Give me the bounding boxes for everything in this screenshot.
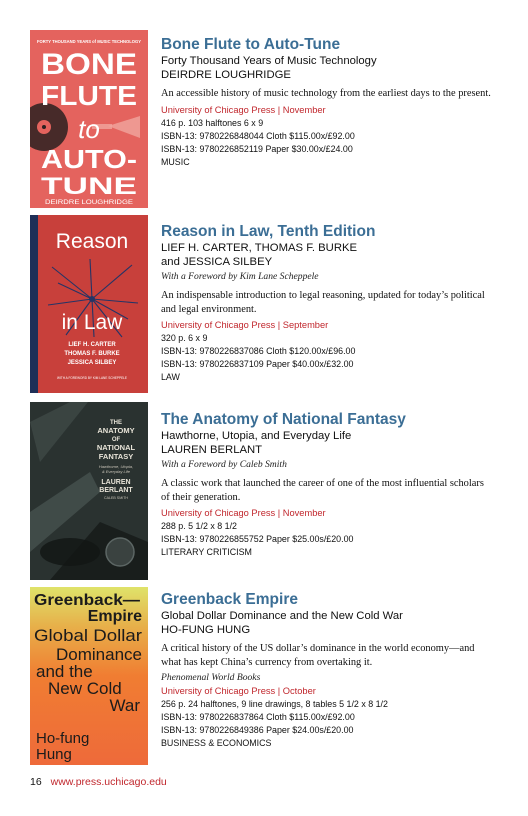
cover-tagline: FORTY THOUSAND YEARS of MUSIC TECHNOLOGY [37,39,141,44]
book-author: DEIRDRE LOUGHRIDGE [161,69,291,81]
book-isbn: ISBN-13: 9780226852119 Paper $30.00x/£24.00 [161,143,353,154]
book-title: Greenback Empire [161,591,298,608]
book-category: BUSINESS & ECONOMICS [161,738,272,749]
cover-title-line3: to [78,114,100,144]
cover-title-of: OF [111,437,121,443]
cover-author-3: JESSICA SILBEY [67,360,117,366]
cover-title-line1: Greenback— [34,592,140,609]
cover-title-fantasy: FANTASY [98,452,134,461]
cover-subtitle-1: Hawthorne, Utopia, [98,464,134,469]
book-isbn: ISBN-13: 9780226837109 Paper $40.00x/£32.00 [161,359,354,370]
cover-title-line2: in Law [61,311,123,334]
book-isbn: ISBN-13: 9780226855752 Paper $25.00s/£20.00 [161,534,354,545]
cover-author-1: LAUREN [101,479,131,486]
book-subtitle: Global Dollar Dominance and the New Cold War [161,610,403,622]
book-category: LITERARY CRITICISM [161,547,252,558]
cover-title-line7: War [109,696,140,715]
cover-author-1: Ho-fung [36,730,90,747]
book-isbn: ISBN-13: 9780226837086 Cloth $120.00x/£96.00 [161,346,356,357]
book-entry-greenback-empire [30,587,500,767]
cover-title-anatomy: ANATOMY [97,426,135,435]
cover-title-line5: and the [36,662,93,681]
book-description: A classic work that launched the career of one of the most influential scholars of their generation. [161,478,484,503]
book-info [161,411,491,559]
publisher-line: University of Chicago Press | September [161,320,329,331]
book-info [161,223,491,384]
book-series: Phenomenal World Books [161,672,261,684]
cover-title-line2: Empire [87,608,142,625]
page-number: 16 [30,776,42,788]
cover-author-2: THOMAS F. BURKE [64,351,120,357]
book-info [161,36,491,169]
book-category: MUSIC [161,156,190,167]
book-cover [30,30,148,208]
cover-author-1: LIEF H. CARTER [68,342,116,348]
book-spec: 320 p. 6 x 9 [161,333,208,344]
publisher-line: University of Chicago Press | October [161,686,316,697]
cover-foreword: CALEB SMITH [104,496,128,500]
book-title: Bone Flute to Auto-Tune [161,36,341,53]
website-link[interactable]: www.press.uchicago.edu [50,776,167,788]
book-foreword: With a Foreword by Caleb Smith [161,459,287,470]
book-spec: 288 p. 5 1/2 x 8 1/2 [161,521,237,532]
book-isbn: ISBN-13: 9780226848044 Cloth $115.00x/£92.00 [161,130,355,141]
book-cover [30,215,148,393]
book-isbn: ISBN-13: 9780226849386 Paper $24.00s/£20.00 [161,725,354,736]
cover-title-line4: Dominance [56,645,142,664]
book-spec: 416 p. 103 halftones 6 x 9 [161,117,264,128]
book-author: HO-FUNG HUNG [161,624,251,636]
book-subtitle: Forty Thousand Years of Music Technology [161,55,377,67]
cover-title-line2: FLUTE [41,80,137,111]
publisher-line: University of Chicago Press | November [161,104,326,115]
cover-foreword: WITH A FOREWORD BY KIM LANE SCHEPPELE [57,376,128,380]
cover-title-the: THE [110,420,122,426]
cover-author-2: Hung [36,746,72,763]
book-author-continued: and JESSICA SILBEY [161,256,273,268]
cover-title-line6: New Cold [48,679,122,698]
publisher-line: University of Chicago Press | November [161,508,326,519]
cover-title-line3: Global Dollar [34,626,143,645]
book-category: LAW [161,372,180,383]
cover-author-2: BERLANT [99,487,133,494]
cover-title-national: NATIONAL [96,443,136,452]
book-entry-anatomy-national-fantasy [30,402,500,582]
book-info [161,591,491,750]
book-description: An accessible history of music technology from the earliest days to the present. [161,88,491,99]
cover-subtitle-2: & Everyday Life [101,469,131,474]
cover-author: DEIRDRE LOUGHRIDGE [45,200,133,206]
book-entry-reason-in-law [30,215,500,395]
book-description: An indispensable introduction to legal reasoning, updated for today’s political and legal environment. [161,290,485,315]
book-author: LIEF H. CARTER, THOMAS F. BURKE [161,242,358,254]
book-title: Reason in Law, Tenth Edition [161,223,376,240]
book-subtitle: Hawthorne, Utopia, and Everyday Life [161,430,352,442]
book-description: A critical history of the US dollar’s dominance in the world economy—and what has kept China’s currency from overtaking it. [161,643,475,668]
cover-title-line4: AUTO- [41,144,137,174]
cover-title-line1: BONE [41,48,137,81]
book-isbn: ISBN-13: 9780226837864 Cloth $115.00x/£92.00 [161,712,355,723]
cover-title-line5: TUNE [41,173,137,200]
book-foreword: With a Foreword by Kim Lane Scheppele [161,271,319,282]
book-cover [30,402,148,580]
cover-title-line1: Reason [55,230,129,253]
book-title: The Anatomy of National Fantasy [161,411,406,428]
page-footer [30,776,167,788]
book-cover [30,587,148,765]
book-spec: 256 p. 24 halftones, 9 line drawings, 8 tables 5 1/2 x 8 1/2 [161,699,388,710]
book-entry-bone-flute [30,30,500,210]
book-author: LAUREN BERLANT [161,444,263,456]
